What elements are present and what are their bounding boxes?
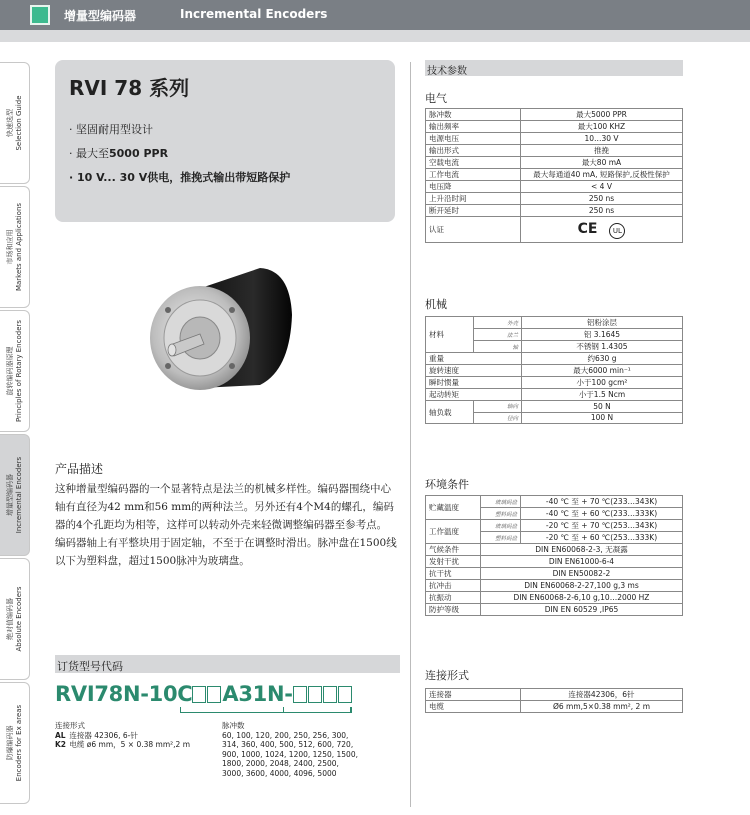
spec-row	[426, 592, 683, 604]
header-title-en: Incremental Encoders	[180, 7, 328, 21]
order-heading-bar	[55, 655, 400, 673]
sidebar-tab-label-en: Encoders for Ex areas	[14, 704, 23, 782]
spec-value: DIN EN60068-2-3, 无凝露	[481, 544, 683, 556]
spec-value: 100 N	[522, 412, 683, 424]
feature-item	[69, 142, 290, 166]
electrical-table	[425, 108, 683, 243]
code-box	[293, 686, 307, 703]
connection-code: K2	[55, 740, 67, 749]
spec-label: 旋转速度	[426, 365, 522, 377]
sidebar-tab-label-cn: 防爆编码器	[5, 725, 14, 761]
spec-sublabel: 外壳	[474, 317, 522, 329]
spec-label: 空载电流	[426, 157, 521, 169]
ce-mark: CE	[577, 220, 598, 237]
spec-label: 输出形式	[426, 145, 521, 157]
pulse-values: 60, 100, 120, 200, 250, 256, 300, 314, 360, 400, 500, 512, 600, 720, 900, 1000, 1024, 1200, 1250, 1500, 1800, 2000, 2048, 2400, 2500, 3000, 3600, 4000, 4096, 5000	[222, 730, 358, 778]
header-bar	[0, 0, 750, 30]
spec-label: 工作温度	[426, 520, 481, 544]
spec-label: 输出频率	[426, 121, 521, 133]
spec-label: 贮藏温度	[426, 496, 481, 520]
sidebar-tab-label-cn: 快速选型	[5, 109, 14, 138]
spec-row	[426, 604, 683, 616]
sidebar-tab-label-cn: 增量型编码器	[5, 474, 14, 517]
spec-value: 250 ns	[521, 193, 683, 205]
spec-label: 电源电压	[426, 133, 521, 145]
column-divider	[410, 62, 411, 807]
spec-label: 脉冲数	[426, 109, 521, 121]
sidebar-tab-label-en: Selection Guide	[14, 95, 23, 151]
spec-value: 铝 3.1645	[522, 329, 683, 341]
spec-label: 发射干扰	[426, 556, 481, 568]
spec-value: -20 ℃ 至 + 70 ℃(253…343K)	[521, 520, 683, 532]
spec-label: 起动转矩	[426, 389, 522, 401]
sidebar-tab-label-en: Absolute Encoders	[14, 586, 23, 652]
connection-text: 连接器 42306, 6-针	[69, 730, 138, 740]
sidebar-tab-selection-guide[interactable]	[0, 62, 30, 184]
spec-label: 工作电流	[426, 169, 521, 181]
code-box	[192, 686, 206, 703]
spec-value: 不锈钢 1.4305	[522, 341, 683, 353]
code-box	[207, 686, 221, 703]
spec-sublabel: 法兰	[474, 329, 522, 341]
spec-row	[426, 317, 683, 329]
tech-heading-bar	[425, 60, 683, 76]
spec-row	[426, 401, 683, 413]
encoder-product-image	[140, 260, 300, 400]
spec-label: 防护等级	[426, 604, 481, 616]
spec-row	[426, 701, 683, 713]
feature-text: · 最大至	[69, 147, 109, 160]
connection-legend-row	[55, 731, 225, 741]
spec-label: 轴负载	[426, 401, 474, 424]
spec-row	[426, 580, 683, 592]
spec-value: 约630 g	[522, 353, 683, 365]
spec-value: Ø6 mm,5×0.38 mm², 2 m	[521, 701, 683, 713]
connection-text: 电缆 ø6 mm，5 × 0.38 mm²,2 m	[69, 740, 191, 749]
spec-sublabel: 轴向	[474, 401, 522, 413]
spec-label: 抗干扰	[426, 568, 481, 580]
description-paragraph: 这种增量型编码器的一个显著特点是法兰的机械多样性。编码器围绕中心轴有直径为42 mm和56 mm的两种法兰。另外还有4个M4的螺孔，编码器的4个孔距均为相等，这样可以转动外壳来轻微调整编码器至参考点。	[55, 483, 394, 531]
spec-label: 断开延时	[426, 205, 521, 217]
spec-value: -20 ℃ 至 + 60 ℃(253…333K)	[521, 532, 683, 544]
spec-label: 气候条件	[426, 544, 481, 556]
spec-sublabel: 塑料码盘	[481, 532, 521, 544]
spec-value: 铝粉涂层	[522, 317, 683, 329]
feature-item: · 10 V... 30 V供电，推挽式输出带短路保护	[69, 171, 291, 184]
connection-legend-title: 连接形式	[55, 721, 85, 730]
feature-item: · 坚固耐用型设计	[69, 123, 153, 136]
spec-row	[426, 121, 683, 133]
sidebar-tab-label-cn: 市场和应用	[5, 229, 14, 265]
spec-value: 最大5000 PPR	[521, 109, 683, 121]
spec-label: 电缆	[426, 701, 521, 713]
code-box	[308, 686, 322, 703]
spec-label: 上升沿时间	[426, 193, 521, 205]
mechanical-table	[425, 316, 683, 424]
spec-value: -40 ℃ 至 + 60 ℃(233…333K)	[521, 508, 683, 520]
sidebar-tab-label-en: Markets and Applications	[14, 202, 23, 292]
tech-heading: 技术参数	[427, 66, 467, 77]
pulse-legend-title: 脉冲数	[222, 721, 245, 730]
ul-mark: UL	[609, 223, 625, 239]
spec-value: 推挽	[521, 145, 683, 157]
spec-row	[426, 181, 683, 193]
description-body	[55, 480, 400, 570]
spec-label: 重量	[426, 353, 522, 365]
spec-label: 抗冲击	[426, 580, 481, 592]
spec-value: DIN EN60068-2-6,10 g,10…2000 HZ	[481, 592, 683, 604]
sidebar-tab-label-cn: 旋转编码器原理	[5, 346, 14, 396]
sidebar-tab-incremental[interactable]	[0, 434, 30, 556]
feature-list	[69, 118, 290, 190]
spec-value: 10…30 V	[521, 133, 683, 145]
code-box	[338, 686, 352, 703]
spec-value: 最大80 mA	[521, 157, 683, 169]
spec-row	[426, 169, 683, 181]
sidebar-tab-principles[interactable]	[0, 310, 30, 432]
spec-row	[426, 205, 683, 217]
cert-logos	[521, 217, 683, 243]
spec-row	[426, 556, 683, 568]
description-heading: 产品描述	[55, 462, 104, 476]
spec-label: 材料	[426, 317, 474, 353]
spec-row	[426, 353, 683, 365]
connection-legend-row	[55, 740, 225, 750]
spec-value: 小于100 gcm²	[522, 377, 683, 389]
spec-row	[426, 377, 683, 389]
sidebar-tab-label-en: Incremental Encoders	[14, 456, 23, 534]
spec-row	[426, 568, 683, 580]
header-subbar	[0, 30, 750, 42]
spec-row	[426, 109, 683, 121]
spec-label: 认证	[426, 217, 521, 243]
spec-value: DIN EN 60529 ,IP65	[481, 604, 683, 616]
spec-row	[426, 544, 683, 556]
environment-table	[425, 495, 683, 616]
spec-row	[426, 389, 683, 401]
electrical-title: 电气	[425, 92, 447, 105]
spec-value: < 4 V	[521, 181, 683, 193]
sidebar-tab-ex-areas[interactable]	[0, 682, 30, 804]
spec-label: 电压降	[426, 181, 521, 193]
header-logo-square	[30, 5, 50, 25]
environment-title: 环境条件	[425, 478, 469, 491]
spec-sublabel: 塑料码盘	[481, 508, 521, 520]
connection-code: AL	[55, 730, 66, 740]
spec-value: 小于1.5 Ncm	[522, 389, 683, 401]
connection-legend	[55, 721, 225, 750]
code-box	[323, 686, 337, 703]
spec-value: DIN EN50082-2	[481, 568, 683, 580]
spec-sublabel: 轴	[474, 341, 522, 353]
order-code	[55, 682, 353, 706]
spec-row	[426, 520, 683, 532]
spec-row-cert	[426, 217, 683, 243]
description-paragraph: 编码器轴上有平整块用于固定轴，不至于在调整时滑出。脉冲盘在1500线以下为塑料盘，超过1500脉冲为玻璃盘。	[55, 537, 397, 567]
spec-row	[426, 145, 683, 157]
sidebar-tab-label-cn: 绝对值编码器	[5, 598, 14, 640]
spec-value: DIN EN60068-2-27,100 g,3 ms	[481, 580, 683, 592]
spec-sublabel: 玻璃码盘	[481, 496, 521, 508]
spec-label: 连接器	[426, 689, 521, 701]
spec-value: 最大每通道40 mA, 短路保护,反极性保护	[521, 169, 683, 181]
spec-sublabel: 玻璃码盘	[481, 520, 521, 532]
feature-max-ppr: 5000 PPR	[109, 147, 169, 160]
order-heading: 订货型号代码	[57, 660, 123, 673]
pulse-legend	[222, 721, 362, 778]
spec-row	[426, 689, 683, 701]
order-code-part1: RVI78N-10C	[55, 682, 193, 706]
mechanical-title: 机械	[425, 298, 447, 311]
series-title: RVI 78 系列	[69, 76, 190, 100]
spec-value: 250 ns	[521, 205, 683, 217]
spec-row	[426, 365, 683, 377]
spec-row	[426, 157, 683, 169]
connection-table	[425, 688, 683, 713]
sidebar-tab-absolute[interactable]	[0, 558, 30, 680]
spec-value: 最大6000 min⁻¹	[522, 365, 683, 377]
series-box	[55, 60, 395, 222]
spec-value: DIN EN61000-6-4	[481, 556, 683, 568]
sidebar-tab-label-en: Principles of Rotary Encoders	[14, 319, 23, 423]
spec-row	[426, 133, 683, 145]
spec-value: 最大100 KHZ	[521, 121, 683, 133]
spec-sublabel: 径向	[474, 412, 522, 424]
spec-value: 连接器42306，6针	[521, 689, 683, 701]
spec-value: -40 ℃ 至 + 70 ℃(233…343K)	[521, 496, 683, 508]
spec-row	[426, 496, 683, 508]
code-bracket-pulse	[283, 707, 351, 713]
order-code-part2: A31N-	[222, 682, 293, 706]
sidebar-tab-markets[interactable]	[0, 186, 30, 308]
header-title-cn: 增量型编码器	[64, 9, 137, 23]
spec-row	[426, 193, 683, 205]
connection-title: 连接形式	[425, 669, 469, 682]
spec-label: 抗振动	[426, 592, 481, 604]
spec-value: 50 N	[522, 401, 683, 413]
spec-label: 瞬时惯量	[426, 377, 522, 389]
